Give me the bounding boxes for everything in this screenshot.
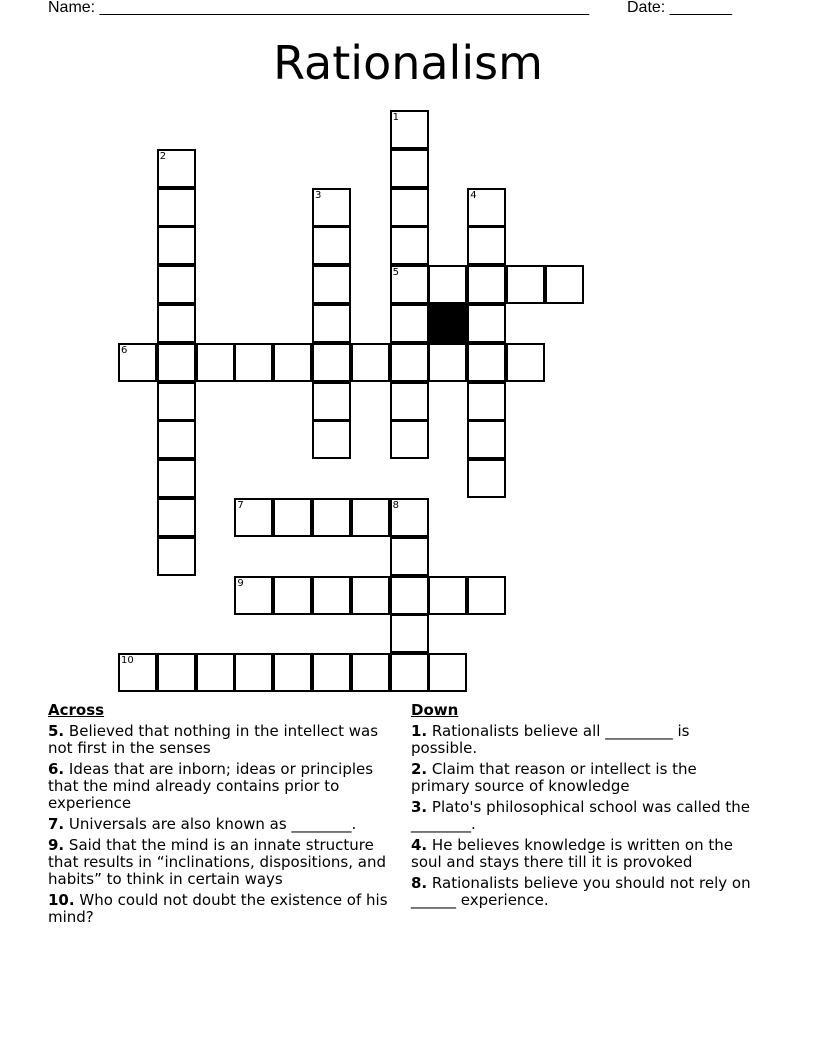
grid-cell[interactable]: [157, 459, 196, 498]
grid-cell[interactable]: [390, 343, 429, 382]
grid-cell[interactable]: [351, 653, 390, 692]
cell-number: 5: [392, 267, 399, 279]
grid-cell[interactable]: [467, 188, 506, 227]
grid-cell[interactable]: [312, 343, 351, 382]
grid-cell[interactable]: [428, 576, 467, 615]
grid-cell[interactable]: [467, 265, 506, 304]
grid-cell[interactable]: [157, 226, 196, 265]
clue-number: 10.: [48, 891, 75, 909]
grid-cell[interactable]: [390, 420, 429, 459]
clue-text: Plato's philosophical school was called the ________.: [411, 798, 751, 833]
down-clues: [411, 702, 756, 913]
grid-cell[interactable]: [312, 382, 351, 421]
cell-number: 6: [121, 344, 128, 356]
grid-cell[interactable]: [273, 498, 312, 537]
grid-cell[interactable]: [390, 653, 429, 692]
grid-cell[interactable]: [157, 188, 196, 227]
across-heading: Across: [48, 701, 105, 719]
grid-cell[interactable]: [390, 304, 429, 343]
grid-cell[interactable]: [467, 382, 506, 421]
cell-number: 9: [237, 577, 244, 589]
grid-cell[interactable]: [467, 420, 506, 459]
clue-down-3: [411, 799, 756, 833]
grid-cell[interactable]: [196, 343, 235, 382]
grid-cell[interactable]: [273, 653, 312, 692]
grid-cell[interactable]: [390, 614, 429, 653]
black-cell: [428, 304, 467, 343]
puzzle-title: Rationalism: [273, 36, 543, 90]
grid-cell[interactable]: [506, 343, 545, 382]
cell-number: 10: [121, 655, 134, 667]
grid-cell[interactable]: [312, 226, 351, 265]
grid-cell[interactable]: [467, 343, 506, 382]
grid-cell[interactable]: [390, 576, 429, 615]
grid-cell[interactable]: [428, 653, 467, 692]
grid-cell[interactable]: [467, 459, 506, 498]
grid-cell[interactable]: [312, 420, 351, 459]
grid-cell[interactable]: [390, 149, 429, 188]
header: [0, 0, 816, 20]
name-field[interactable]: Name: _______________________________________________________: [48, 0, 589, 16]
clue-number: 3.: [411, 798, 428, 816]
grid-cell[interactable]: [234, 653, 273, 692]
grid-cell[interactable]: [234, 498, 273, 537]
grid-cell[interactable]: [157, 149, 196, 188]
clue-number: 4.: [411, 836, 428, 854]
cell-number: 8: [392, 500, 399, 511]
grid-cell[interactable]: [390, 110, 429, 149]
grid-cell[interactable]: [545, 265, 584, 304]
grid-cell[interactable]: [118, 653, 157, 692]
grid-cell[interactable]: [390, 265, 429, 304]
clue-down-4: [411, 837, 756, 871]
clue-across-9: [48, 837, 398, 888]
grid-cell[interactable]: [390, 382, 429, 421]
grid-cell[interactable]: [390, 188, 429, 227]
clue-text: Universals are also known as ________.: [68, 815, 357, 833]
clue-text: Rationalists believe you should not rely on ______ experience.: [411, 874, 751, 909]
clue-number: 5.: [48, 722, 65, 740]
grid-cell[interactable]: [157, 653, 196, 692]
clue-number: 2.: [411, 760, 428, 778]
grid-cell[interactable]: [428, 265, 467, 304]
clue-number: 8.: [411, 874, 428, 892]
grid-cell[interactable]: [390, 226, 429, 265]
clue-across-7: [48, 816, 398, 833]
grid-cell[interactable]: [351, 498, 390, 537]
grid-cell[interactable]: [467, 576, 506, 615]
cell-number: 3: [315, 189, 322, 201]
grid-cell[interactable]: [234, 343, 273, 382]
cell-number: 1: [392, 112, 399, 123]
grid-cell[interactable]: [312, 498, 351, 537]
grid-cell[interactable]: [196, 653, 235, 692]
grid-cell[interactable]: [157, 304, 196, 343]
cell-number: 4: [470, 189, 477, 201]
clue-down-1: [411, 723, 756, 757]
grid-cell[interactable]: [234, 576, 273, 615]
grid-cell[interactable]: [157, 265, 196, 304]
grid-cell[interactable]: [312, 653, 351, 692]
clue-down-8: [411, 875, 756, 909]
clue-text: Claim that reason or intellect is the primary source of knowledge: [411, 760, 697, 795]
grid-cell[interactable]: [157, 420, 196, 459]
grid-cell[interactable]: [118, 343, 157, 382]
grid-cell[interactable]: [312, 576, 351, 615]
grid-cell[interactable]: [157, 537, 196, 576]
clue-text: He believes knowledge is written on the soul and stays there till it is provoked: [411, 836, 733, 871]
clue-number: 1.: [411, 722, 428, 740]
clue-text: Who could not doubt the existence of his mind?: [48, 891, 388, 926]
grid-cell[interactable]: [351, 576, 390, 615]
grid-cell[interactable]: [467, 304, 506, 343]
grid-cell[interactable]: [390, 537, 429, 576]
clue-across-6: [48, 761, 398, 812]
clue-text: Said that the mind is an innate structure that results in “inclinations, dispositions, and habits” to think in certain ways: [48, 836, 386, 888]
across-clues: [48, 702, 398, 930]
clue-number: 6.: [48, 760, 65, 778]
clue-number: 9.: [48, 836, 65, 854]
grid-cell[interactable]: [273, 343, 312, 382]
clue-text: Ideas that are inborn; ideas or principles that the mind already contains prior to experience: [48, 760, 374, 812]
grid-cell[interactable]: [351, 343, 390, 382]
down-heading: Down: [411, 701, 459, 719]
grid-cell[interactable]: [312, 188, 351, 227]
date-field[interactable]: Date: _______: [627, 0, 732, 16]
grid-cell[interactable]: [157, 498, 196, 537]
clue-text: Believed that nothing in the intellect was not first in the senses: [48, 722, 379, 757]
grid-cell[interactable]: [467, 226, 506, 265]
clue-across-10: [48, 892, 398, 926]
grid-cell[interactable]: [312, 304, 351, 343]
grid-cell[interactable]: [506, 265, 545, 304]
grid-cell[interactable]: [428, 343, 467, 382]
grid-cell[interactable]: [157, 343, 196, 382]
clue-down-2: [411, 761, 756, 795]
clue-across-5: [48, 723, 398, 757]
grid-cell[interactable]: [157, 382, 196, 421]
cell-number: 2: [159, 150, 167, 162]
cell-number: 7: [237, 500, 244, 511]
grid-cell[interactable]: [390, 498, 429, 537]
grid-cell[interactable]: [312, 265, 351, 304]
grid-cell[interactable]: [273, 576, 312, 615]
clue-number: 7.: [48, 815, 65, 833]
clue-text: Rationalists believe all _________ is possible.: [411, 722, 690, 757]
